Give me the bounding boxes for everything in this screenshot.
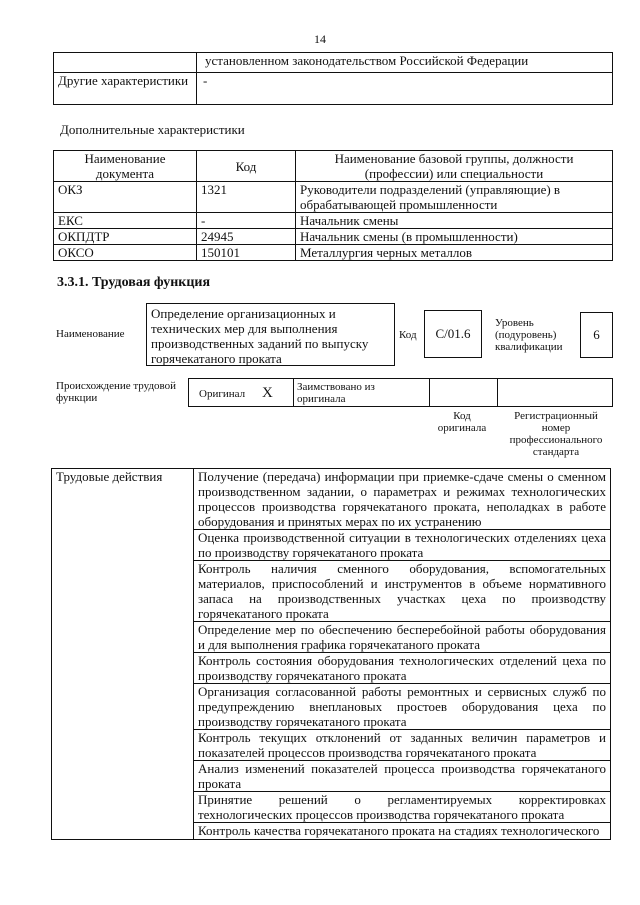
original-label: Оригинал xyxy=(199,388,246,400)
table-cell: Начальник смены xyxy=(296,213,613,229)
labor-action-item: Оценка производственной ситуации в технологических отделениях цеха по производству горячекатаного проката xyxy=(194,530,611,561)
qualification-level-box xyxy=(580,312,613,358)
name-label: Наименование xyxy=(56,328,125,340)
function-name-box xyxy=(146,303,395,366)
origin-box xyxy=(188,378,613,407)
labor-action-item: Получение (передача) информации при приемке-сдаче смены о сменном производственном задании, о параметрах и режимах технологических процессов производства горячекатаного проката, неполадках в работе оборудования и принятых мерах по их устранению xyxy=(194,469,611,530)
additional-characteristics-table xyxy=(53,150,613,261)
table-cell: установленном законодательством Российской Федерации xyxy=(197,53,613,73)
table-row xyxy=(54,213,613,229)
table-cell: Металлургия черных металлов xyxy=(296,245,613,261)
table-cell: - xyxy=(197,213,296,229)
additional-characteristics-title: Дополнительные характеристики xyxy=(60,122,245,137)
labor-actions-table xyxy=(51,468,611,840)
section-title: 3.3.1. Трудовая функция xyxy=(57,275,211,290)
labor-action-item: Контроль текущих отклонений от заданных величин параметров и показателей процессов производства горячекатаного проката xyxy=(194,730,611,761)
table-cell: 24945 xyxy=(197,229,296,245)
other-characteristics-label: Другие характеристики xyxy=(54,73,197,105)
registration-number-label: Регистрационный номер профессионального стандарта xyxy=(509,410,603,458)
origin-label: Происхождение трудовой функции xyxy=(56,380,177,404)
table-row xyxy=(54,182,613,213)
code-original-label: Код оригинала xyxy=(437,410,487,434)
function-name-value: Определение организационных и технических мер для выполнения производственных заданий по выпуску горячекатаного проката xyxy=(151,306,369,366)
labor-action-item: Контроль качества горячекатаного проката на стадиях технологического xyxy=(194,823,611,840)
table-cell: ЕКС xyxy=(54,213,197,229)
labor-actions-label: Трудовые действия xyxy=(52,469,194,840)
table-cell: 150101 xyxy=(197,245,296,261)
table-row xyxy=(54,245,613,261)
table-cell: ОКСО xyxy=(54,245,197,261)
table-row xyxy=(52,469,611,530)
table-row xyxy=(54,73,613,105)
labor-action-item: Анализ изменений показателей процесса производства горячекатаного проката xyxy=(194,761,611,792)
table-cell: Начальник смены (в промышленности) xyxy=(296,229,613,245)
table-cell: ОКЗ xyxy=(54,182,197,213)
table-cell: ОКПДТР xyxy=(54,229,197,245)
table-cell: Руководители подразделений (управляющие) в обрабатывающей промышленности xyxy=(296,182,613,213)
qualification-level-value: 6 xyxy=(593,327,600,342)
original-mark: X xyxy=(262,385,273,401)
labor-action-item: Принятие решений о регламентируемых корректировках технологических процессов производства горячекатаного проката xyxy=(194,792,611,823)
page-number: 14 xyxy=(314,32,326,46)
column-header: Код xyxy=(197,151,296,182)
table-row xyxy=(54,229,613,245)
column-header: Наименование документа xyxy=(54,151,197,182)
labor-action-item: Определение мер по обеспечению бесперебойной работы оборудования и для выполнения графика горячекатаного проката xyxy=(194,622,611,653)
function-code-value: C/01.6 xyxy=(435,326,471,341)
labor-action-item: Организация согласованной работы ремонтных и сервисных служб по предупреждению внеплановых простоев оборудования цеха по производству горячекатаного проката xyxy=(194,684,611,730)
qualification-level-label: Уровень (подуровень) квалификации xyxy=(495,317,563,353)
code-label: Код xyxy=(399,329,417,341)
table-header-row xyxy=(54,151,613,182)
table-cell: - xyxy=(197,73,613,105)
labor-action-item: Контроль наличия сменного оборудования, вспомогательных материалов, приспособлений и инструментов в объеме нормативного запаса на производственных участках цеха по производству горячекатаного проката xyxy=(194,561,611,622)
other-characteristics-table xyxy=(53,52,613,105)
table-row xyxy=(54,53,613,73)
labor-action-item: Контроль состояния оборудования технологических отделений цеха по производству горячекатаного проката xyxy=(194,653,611,684)
function-code-box xyxy=(424,310,482,358)
borrowed-label: Заимствовано из оригинала xyxy=(297,381,375,405)
column-header: Наименование базовой группы, должности (профессии) или специальности xyxy=(296,151,613,182)
table-cell: 1321 xyxy=(197,182,296,213)
